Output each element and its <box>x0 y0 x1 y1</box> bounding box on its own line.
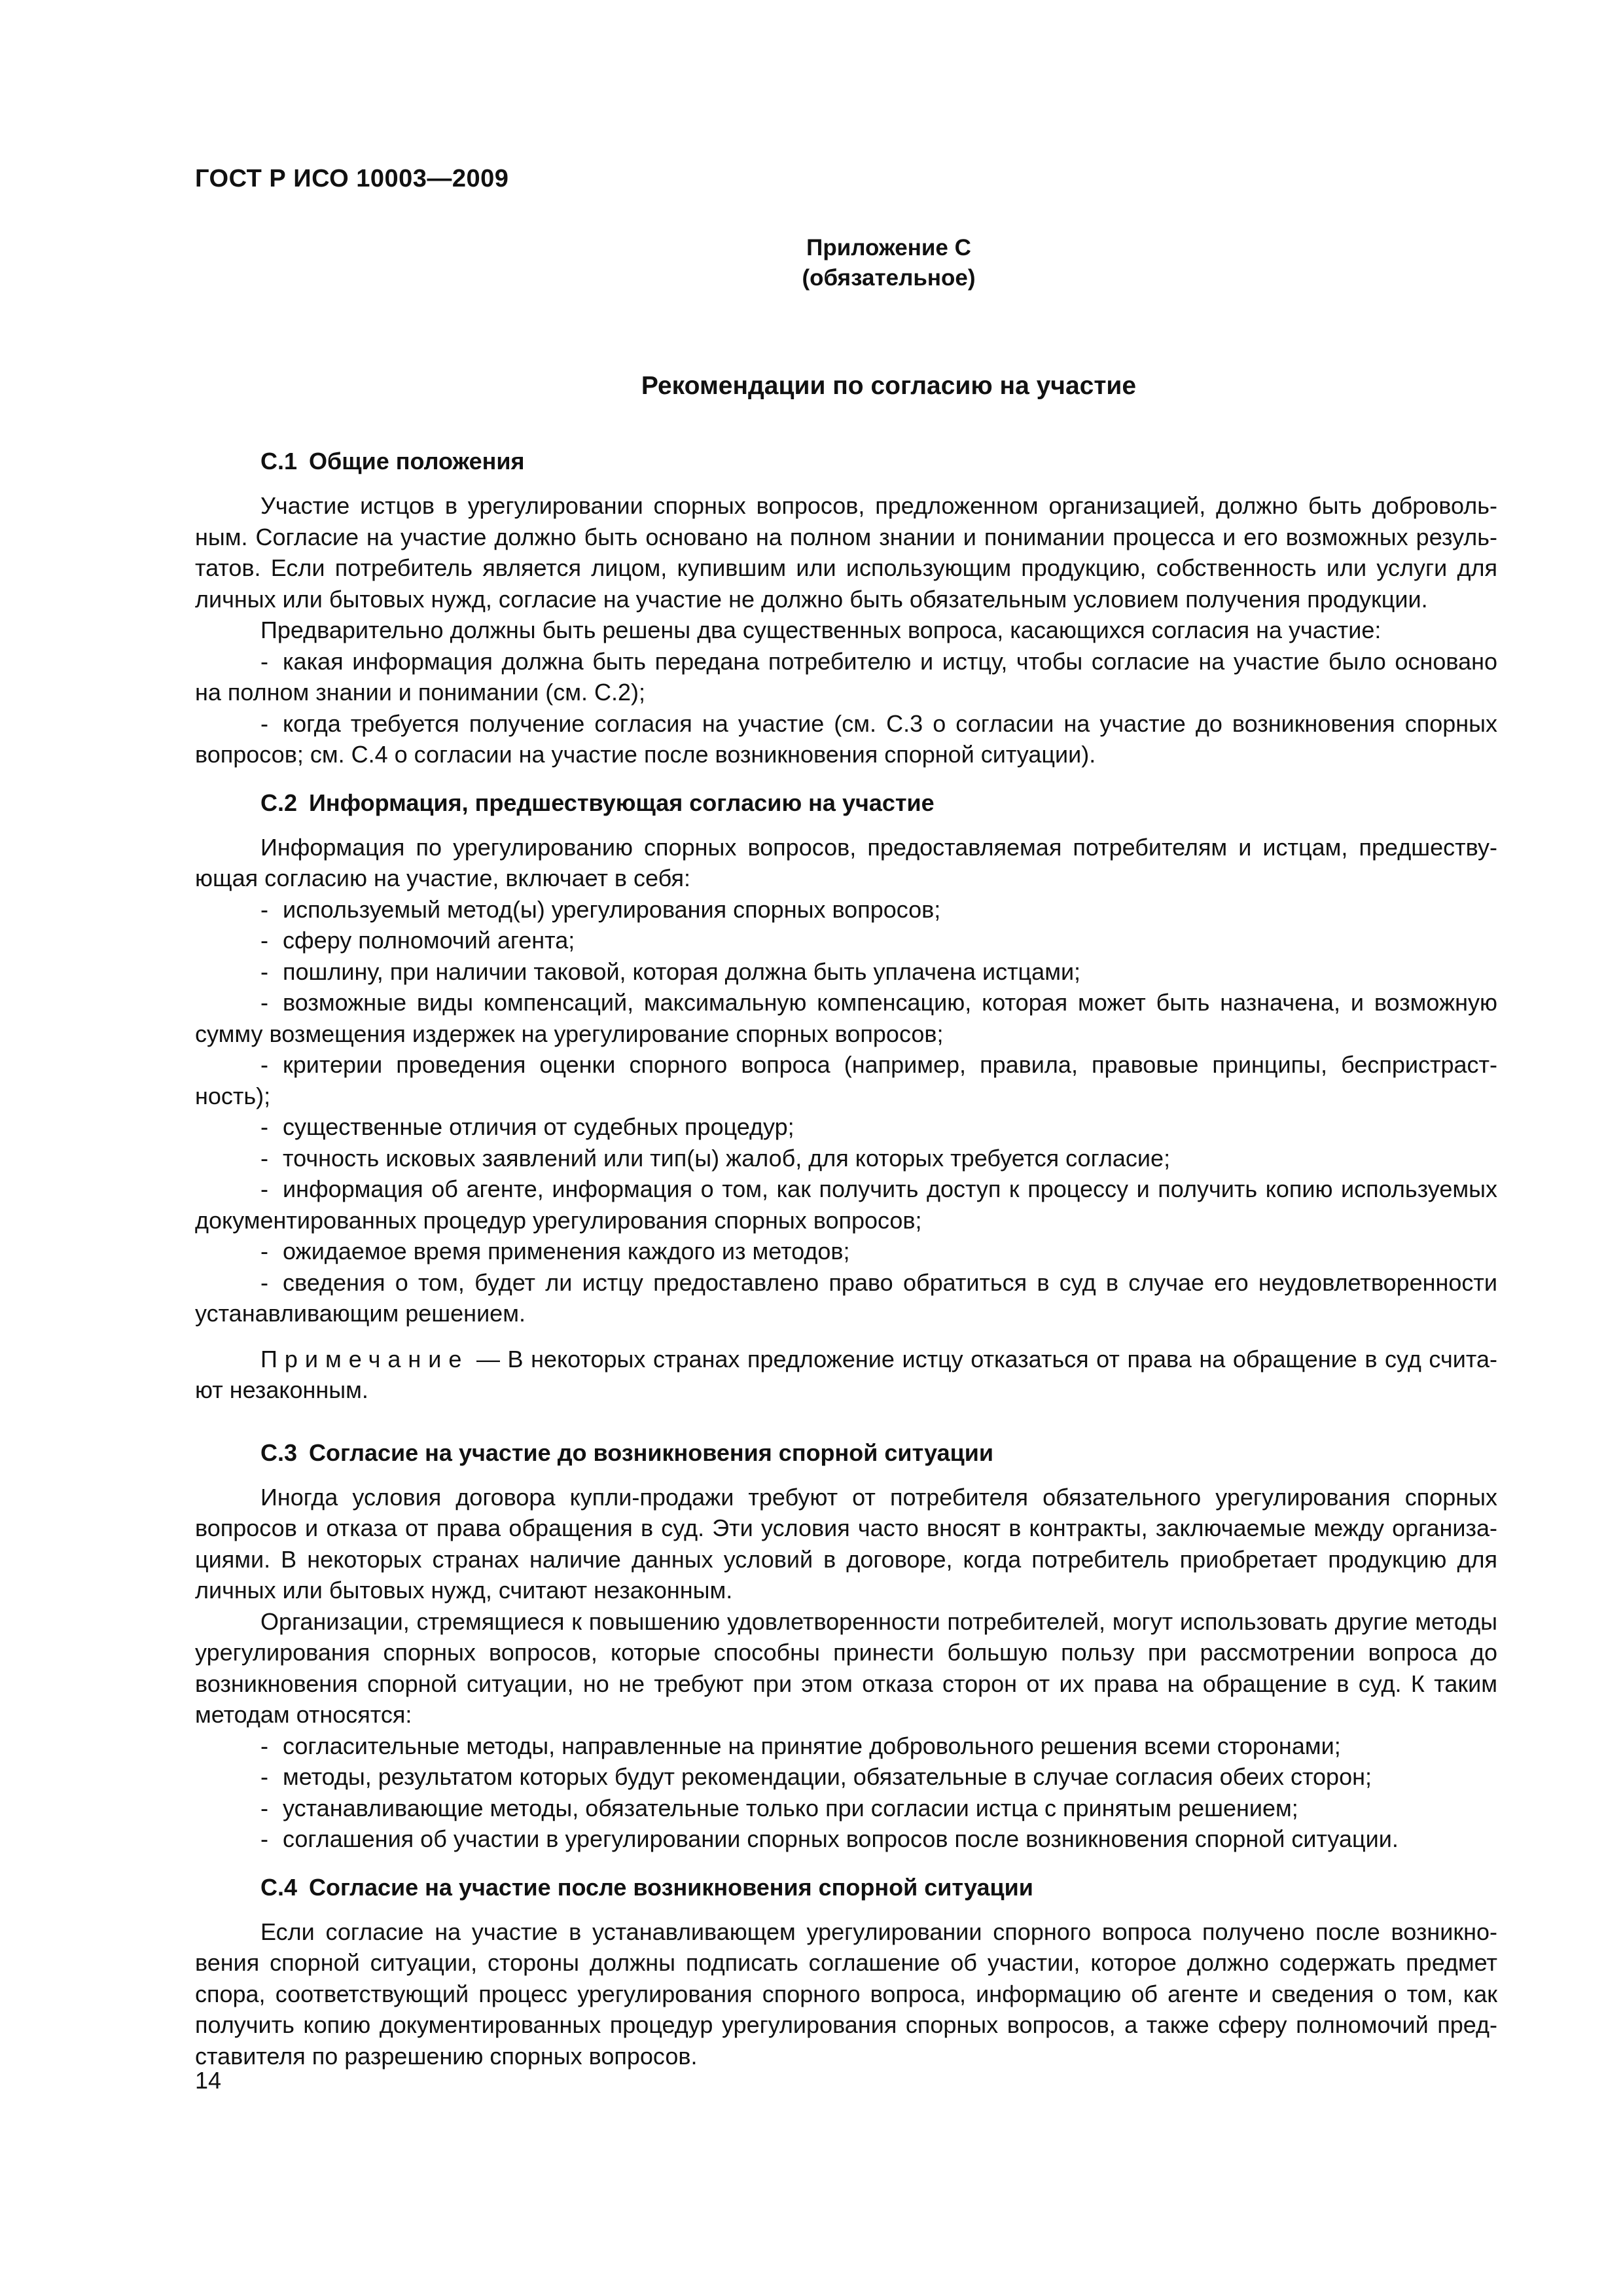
document-page <box>195 164 1497 2072</box>
dash-list <box>195 1731 1497 1855</box>
list-item: - сведения о том, будет ли истцу предоставлено право обратиться в суд в случае его неудовлетворенности устанавливающим решением. <box>195 1268 1497 1327</box>
list-item-text: возможные виды компенсаций, максимальную компенсацию, которая может быть назначена, и возможную сумму возмещения издержек на урегулирование спорных вопросов; <box>195 989 1497 1047</box>
section-heading <box>195 446 1497 477</box>
list-item-text: согласительные методы, направленные на принятие добровольного решения всеми сторонами; <box>283 1732 1341 1759</box>
note <box>195 1344 1497 1406</box>
list-item-text: пошлину, при наличии таковой, которая должна быть уплачена истцами; <box>283 958 1081 985</box>
list-item: - критерии проведения оценки спорного вопроса (например, правила, правовые принципы, беспристрастность); <box>195 1051 1497 1109</box>
note-label: Примечание <box>260 1345 469 1372</box>
page-number: 14 <box>195 2067 222 2094</box>
paragraph: Участие истцов в урегулировании спорных вопросов, предложенном организацией, должно быть добровольным. Согласие на участие должно быть основано на полном знании и понимании процесса и его возможных результатов. Если потребитель является лицом, купившим или использующим продукцию, собственность или услуги для личных или бытовых нужд, согласие на участие не должно быть обязательным условием получения продукции. <box>195 492 1497 613</box>
list-item: - возможные виды компенсаций, максимальную компенсацию, которая может быть назначена, и возможную сумму возмещения издержек на урегулирование спорных вопросов; <box>195 989 1497 1047</box>
list-item: - пошлину, при наличии таковой, которая должна быть уплачена истцами; <box>260 958 1081 985</box>
annex-status: (обязательное) <box>802 264 976 291</box>
section-number: С.4 <box>260 1873 298 1901</box>
list-item: - какая информация должна быть передана потребителю и истцу, чтобы согласие на участие было основано на полном знании и понимании (см. С.2); <box>195 647 1497 706</box>
list-item: - методы, результатом которых будут рекомендации, обязательные в случае согласия обеих сторон; <box>260 1763 1372 1790</box>
list-item-text: методы, результатом которых будут рекомендации, обязательные в случае согласия обеих сторон; <box>283 1763 1372 1790</box>
section-c2 <box>195 787 1497 1406</box>
section-c4 <box>195 1872 1497 2072</box>
list-item: - устанавливающие методы, обязательные только при согласии истца с принятым решением; <box>260 1794 1298 1821</box>
annex-label: Приложение С <box>806 234 971 260</box>
list-item-text: информация об агенте, информация о том, как получить доступ к процессу и получить копию используемых документированных процедур урегулирования спорных вопросов; <box>195 1175 1497 1234</box>
list-item: - сферу полномочий агента; <box>260 927 575 954</box>
list-item: - согласительные методы, направленные на принятие добровольного решения всеми сторонами; <box>260 1732 1341 1759</box>
list-item: - соглашения об участии в урегулировании спорных вопросов после возникновения спорной ситуации. <box>260 1825 1399 1852</box>
list-item-text: точность исковых заявлений или тип(ы) жалоб, для которых требуется согласие; <box>283 1144 1171 1172</box>
list-item: - ожидаемое время применения каждого из методов; <box>260 1238 850 1265</box>
section-number: С.2 <box>260 789 298 816</box>
section-number: С.1 <box>260 448 298 475</box>
section-title: Согласие на участие после возникновения спорной ситуации <box>309 1873 1033 1901</box>
paragraph: Иногда условия договора купли-продажи требуют от потребителя обязательного урегулирования спорных вопросов и отказа от права обращения в суд. Эти условия часто вносят в контракты, заключаемые между организациями. В некоторых странах наличие данных условий в договоре, когда потребитель приобретает продукцию для личных или бытовых нужд, считают незаконным. <box>195 1483 1497 1604</box>
section-number: С.3 <box>260 1439 298 1466</box>
section-heading <box>195 1872 1497 1903</box>
section-title: Информация, предшествующая согласию на участие <box>309 789 935 816</box>
section-heading <box>195 787 1497 819</box>
section-title: Общие положения <box>309 448 525 475</box>
list-item-text: используемый метод(ы) урегулирования спорных вопросов; <box>283 895 941 923</box>
list-item-text: сведения о том, будет ли истцу предоставлено право обратиться в суд в случае его неудовлетворенности устанавливающим решением. <box>195 1268 1497 1327</box>
paragraph: Организации, стремящиеся к повышению удовлетворенности потребителей, могут использовать другие методы урегулирования спорных вопросов, которые способны принести большую пользу при рассмотрении вопроса до возникновения спорной ситуации, но не требуют при этом отказа сторон от их права на обращение в суд. К таким методам относятся: <box>195 1607 1497 1728</box>
list-item-text: устанавливающие методы, обязательные только при согласии истца с принятым решением; <box>283 1794 1298 1821</box>
section-title: Согласие на участие до возникновения спорной ситуации <box>309 1439 994 1466</box>
dash-list <box>195 894 1497 1329</box>
list-item-text: когда требуется получение согласия на участие (см. С.3 о согласии на участие до возникновения спорных вопросов; см. С.4 о согласии на участие после возникновения спорной ситуации). <box>195 709 1497 768</box>
list-item: - точность исковых заявлений или тип(ы) жалоб, для которых требуется согласие; <box>260 1144 1171 1172</box>
section-heading <box>195 1437 1497 1469</box>
annex-title: Рекомендации по согласию на участие <box>641 371 1137 400</box>
paragraph: Информация по урегулированию спорных вопросов, предоставляемая потребителям и истцам, предшествующая согласию на участие, включает в себя: <box>195 833 1497 891</box>
list-item: - информация об агенте, информация о том, как получить доступ к процессу и получить копию используемых документированных процедур урегулирования спорных вопросов; <box>195 1175 1497 1234</box>
document-header: ГОСТ Р ИСО 10003—2009 <box>195 165 509 192</box>
list-item-text: сферу полномочий агента; <box>283 927 575 954</box>
list-item: - существенные отличия от судебных процедур; <box>260 1113 794 1140</box>
list-item-text: существенные отличия от судебных процедур; <box>283 1113 794 1140</box>
list-item-text: ожидаемое время применения каждого из методов; <box>283 1238 850 1265</box>
list-item-text: какая информация должна быть передана потребителю и истцу, чтобы согласие на участие было основано на полном знании и понимании (см. С.2); <box>195 647 1497 706</box>
paragraph: Предварительно должны быть решены два существенных вопроса, касающихся согласия на участие: <box>260 617 1382 643</box>
section-c3 <box>195 1437 1497 1855</box>
list-item: - используемый метод(ы) урегулирования спорных вопросов; <box>260 895 941 923</box>
dash-list <box>195 646 1497 770</box>
list-item: - когда требуется получение согласия на участие (см. С.3 о согласии на участие до возникновения спорных вопросов; см. С.4 о согласии на участие после возникновения спорной ситуации). <box>195 709 1497 768</box>
list-item-text: критерии проведения оценки спорного вопроса (например, правила, правовые принципы, беспристрастность); <box>195 1051 1497 1109</box>
note-text: — В некоторых странах предложение истцу отказаться от права на обращение в суд считают незаконным. <box>195 1345 1497 1403</box>
paragraph: Если согласие на участие в устанавливающем урегулировании спорного вопроса получено после возникновения спорной ситуации, стороны должны подписать соглашение об участии, которое должно содержать предмет спора, соответствующий процесс урегулирования спорного вопроса, информацию об агенте и сведения о том, как получить копию документированных процедур урегулирования спорных вопросов, а также сферу полномочий представителя по разрешению спорных вопросов. <box>195 1918 1497 2070</box>
list-item-text: соглашения об участии в урегулировании спорных вопросов после возникновения спорной ситуации. <box>283 1825 1399 1852</box>
section-c1 <box>195 446 1497 770</box>
